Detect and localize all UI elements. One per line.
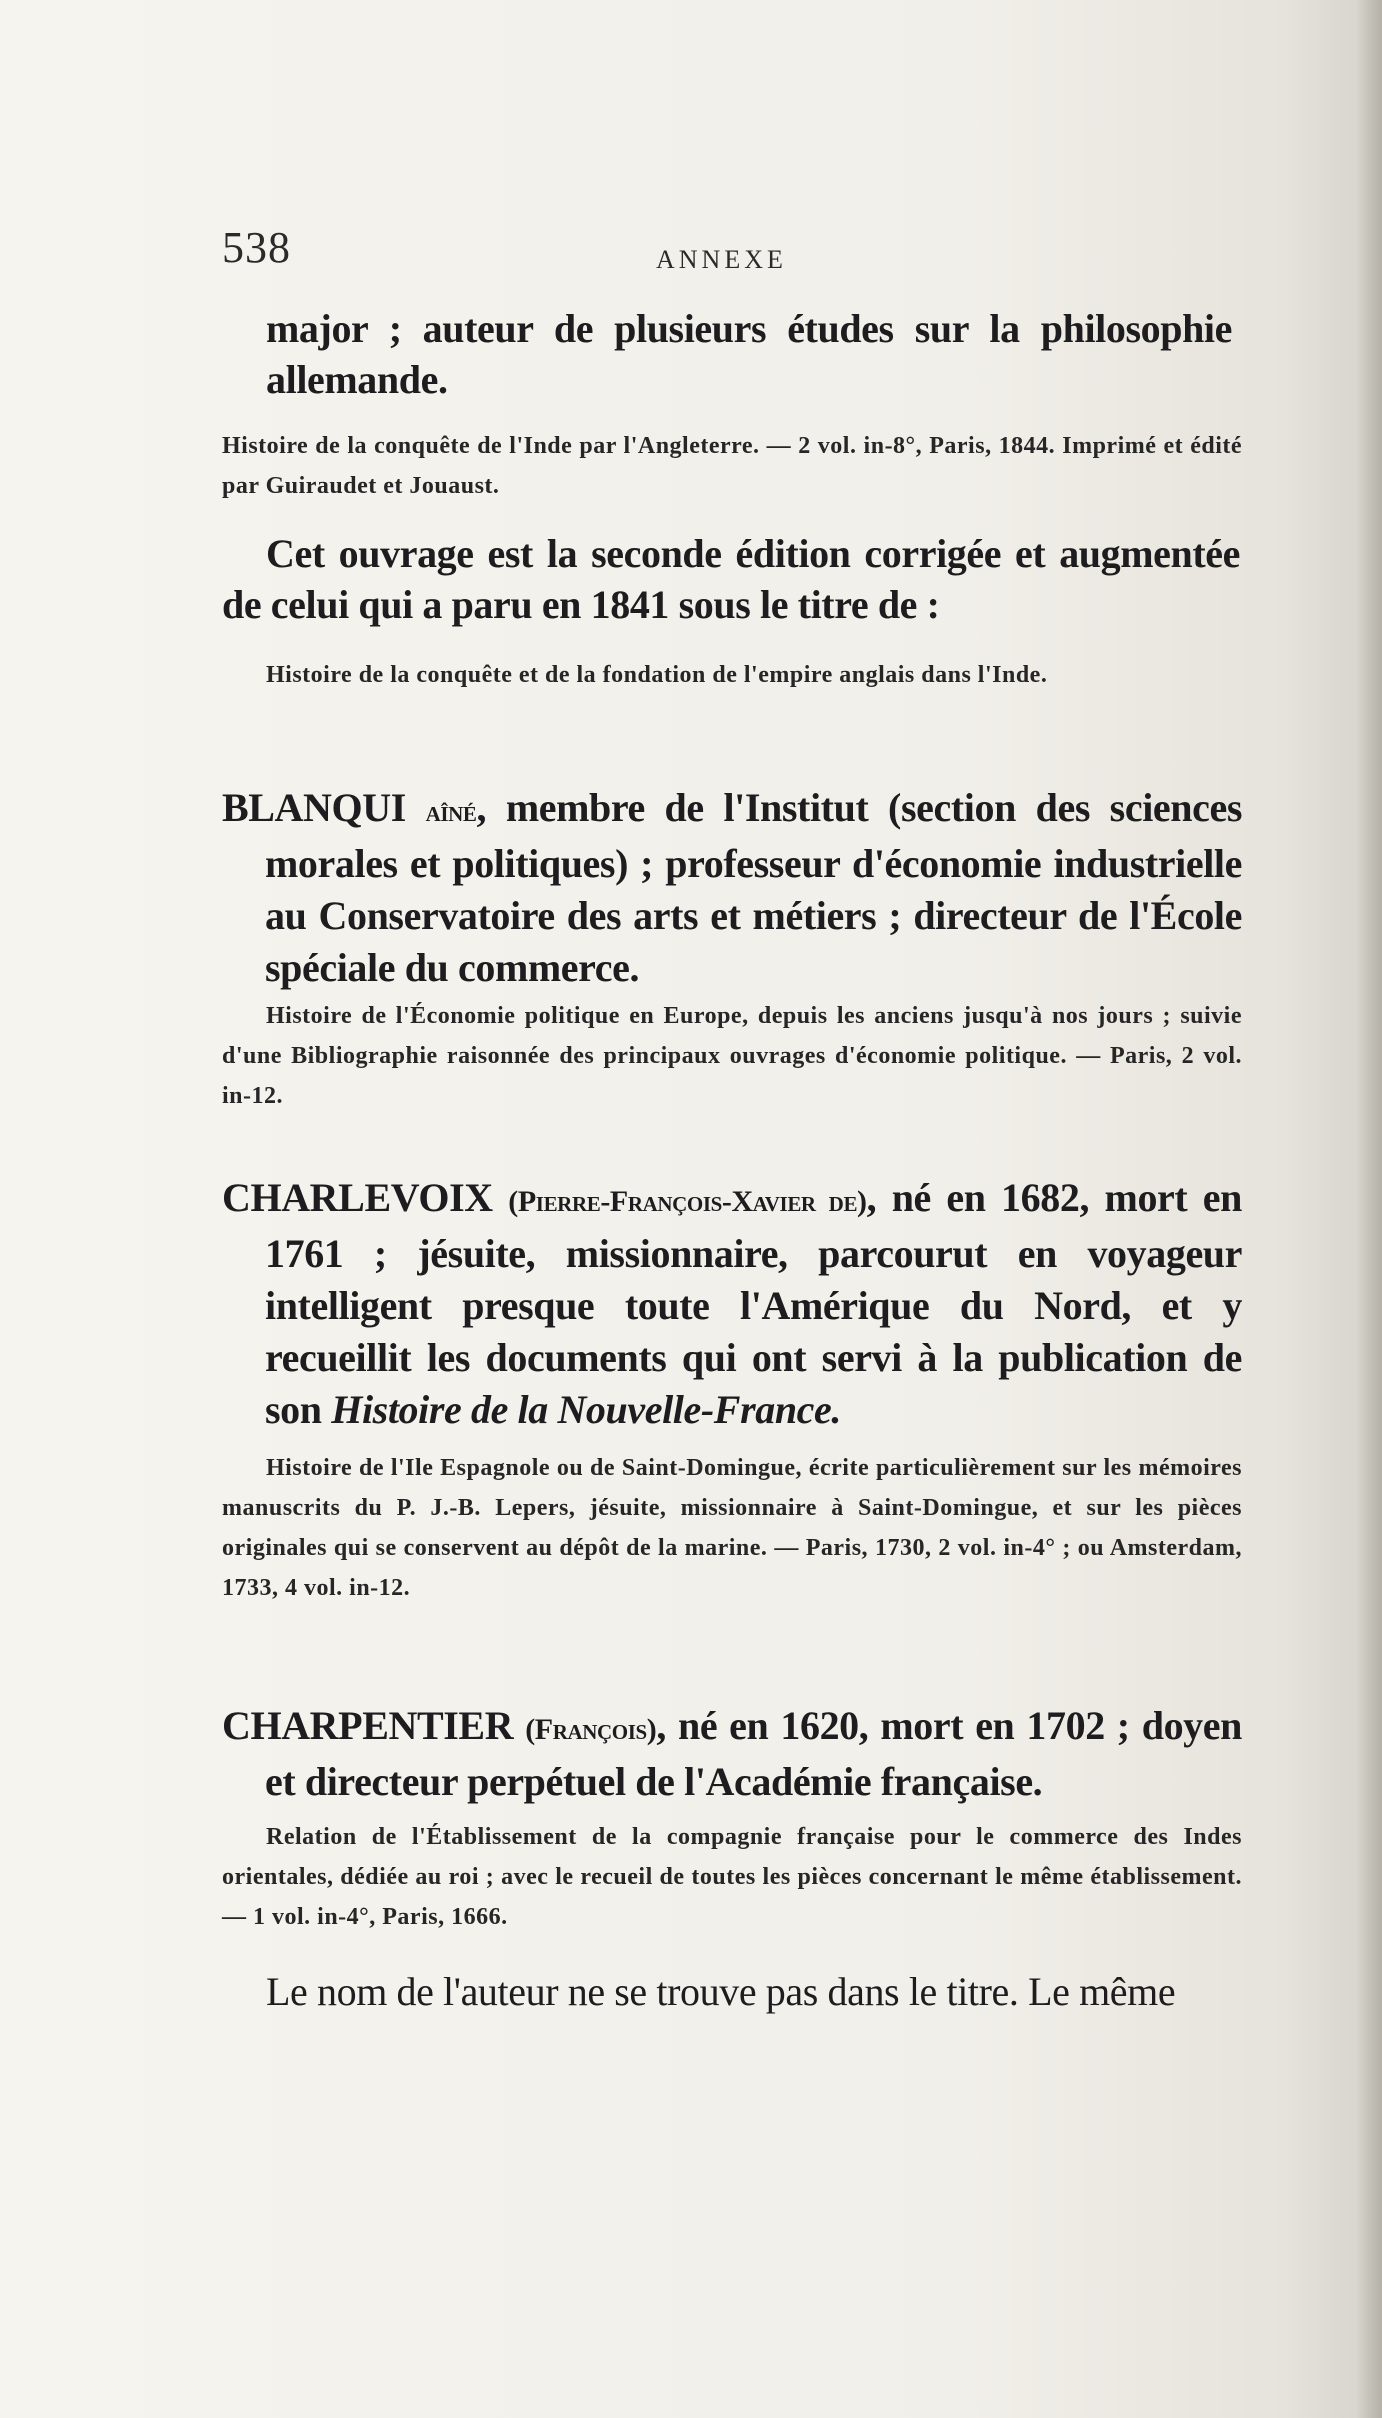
entry-charlevoix xyxy=(222,1172,1242,1436)
entry-charlevoix-text: , né en 1682, mort en 1761 ; jésuite, missionnaire, parcourut en voyageur intelligent presque toute l'Amérique du Nord, et y recueillit les documents qui ont servi à la publication de son xyxy=(265,1175,1242,1432)
entry-charlevoix-title: Histoire de la Nouvelle-France. xyxy=(331,1387,841,1432)
final-line: Le nom de l'auteur ne se trouve pas dans le titre. Le même xyxy=(266,1969,1176,2014)
continued-entry-text: major ; auteur de plusieurs études sur la philosophie allemande. xyxy=(266,306,1232,402)
entry-charpentier-forenames: (François) xyxy=(525,1713,657,1746)
page-number: 538 xyxy=(222,223,291,272)
entry-blanqui xyxy=(222,782,1242,994)
page-edge-shadow xyxy=(1356,0,1382,2418)
entry-blanqui-note: Histoire de l'Économie politique en Europe, depuis les anciens jusqu'à nos jours ; suivie d'une Bibliographie raisonnée des principaux ouvrages d'économie politique. — Paris, 2 vol. in-12. xyxy=(222,1003,1242,1109)
continued-entry-note: Histoire de la conquête de l'Inde par l'Angleterre. — 2 vol. in-8°, Paris, 1844. Imprimé et édité par Guiraudet et Jouaust. xyxy=(222,433,1242,499)
entry-blanqui-text: , membre de l'Institut (section des sciences morales et politiques) ; professeur d'économie industrielle au Conservatoire des arts et métiers ; directeur de l'École spéciale du commerce. xyxy=(265,785,1242,990)
entry-charpentier-note: Relation de l'Établissement de la compagnie française pour le commerce des Indes orientales, dédiée au roi ; avec le recueil de toutes les pièces concernant le même établissement. — 1 vol. in-4°, Paris, 1666. xyxy=(222,1824,1242,1930)
edition-paragraph-note: Histoire de la conquête et de la fondation de l'empire anglais dans l'Inde. xyxy=(266,662,1048,688)
entry-charpentier xyxy=(222,1700,1242,1808)
entry-charlevoix-forenames: (Pierre-François-Xavier de) xyxy=(508,1185,867,1218)
edition-paragraph: Cet ouvrage est la seconde édition corrigée et augmentée de celui qui a paru en 1841 sous le titre de : xyxy=(222,531,1240,627)
entry-charpentier-text: , né en 1620, mort en 1702 ; doyen et directeur perpétuel de l'Académie française. xyxy=(265,1703,1242,1804)
entry-blanqui-name: BLANQUI xyxy=(222,785,406,830)
entry-charpentier-name: CHARPENTIER xyxy=(222,1703,514,1748)
entry-charlevoix-note: Histoire de l'Ile Espagnole ou de Saint-Domingue, écrite particulièrement sur les mémoires manuscrits du P. J.-B. Lepers, jésuite, missionnaire à Saint-Domingue, et sur les pièces originales qui se conservent au dépôt de la marine. — Paris, 1730, 2 vol. in-4° ; ou Amsterdam, 1733, 4 vol. in-12. xyxy=(222,1455,1242,1601)
entry-blanqui-qualifier: aîné xyxy=(425,795,477,828)
entry-charlevoix-name: CHARLEVOIX xyxy=(222,1175,493,1220)
running-head: ANNEXE xyxy=(656,245,787,274)
